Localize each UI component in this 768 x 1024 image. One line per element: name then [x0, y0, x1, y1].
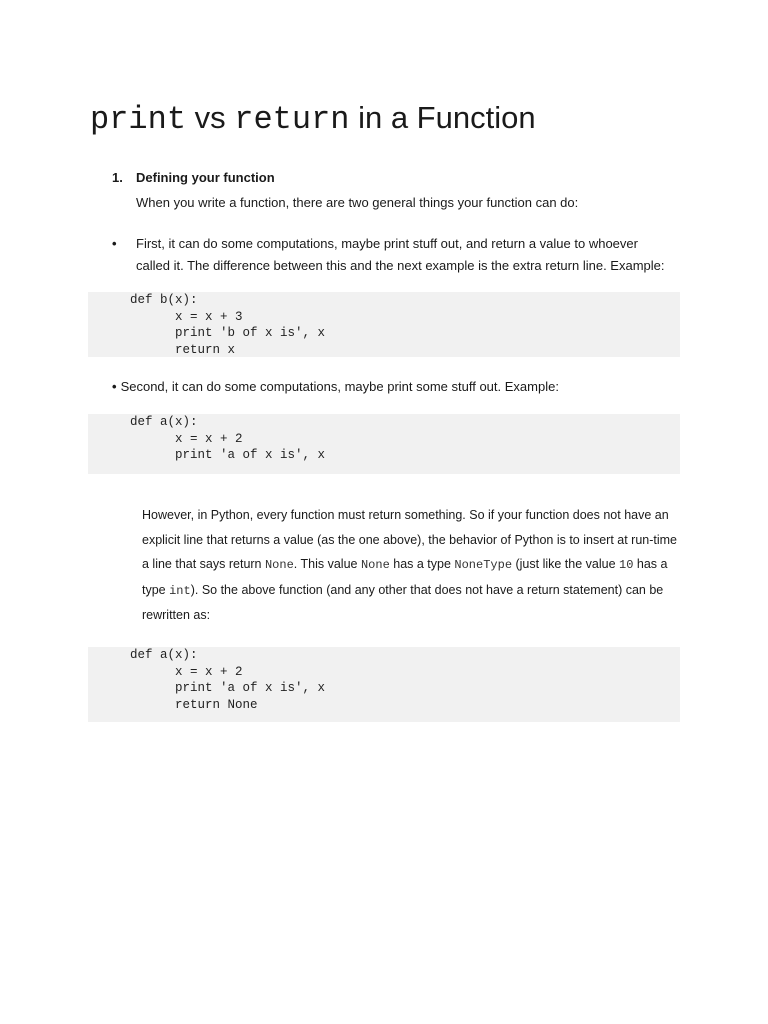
para-text: . This value: [293, 557, 361, 572]
para-text: has a type: [389, 557, 455, 572]
bullet-text-first: First, it can do some computations, maybe print stuff out, and return a value to whoever called it. The difference between this and the next example is the extra return line. Example:: [136, 236, 665, 273]
bullet-text-second: Second, it can do some computations, maybe print some stuff out. Example:: [120, 379, 559, 394]
section-heading: [112, 168, 275, 188]
title-print-code: print: [90, 101, 187, 138]
code-block-a: [88, 414, 680, 474]
code-block-b: [88, 292, 680, 357]
code-line: x = x + 3: [130, 309, 243, 324]
code-line: def a(x):: [130, 415, 198, 429]
code-block-a-return-none: [88, 647, 680, 722]
title-vs-text: vs: [186, 100, 235, 135]
section-heading-text: Defining your function: [136, 170, 275, 185]
inline-code-nonetype: NoneType: [454, 558, 513, 573]
inline-code-int: int: [169, 583, 191, 598]
explanation-paragraph: [142, 503, 682, 628]
section-intro: When you write a function, there are two general things your function can do:: [136, 195, 579, 210]
section-number: 1.: [112, 170, 123, 185]
code-line: x = x + 2: [130, 431, 243, 446]
para-text: (just like the value: [512, 557, 620, 572]
code-line: x = x + 2: [130, 664, 243, 679]
code-line: return x: [130, 342, 236, 357]
bullet-marker: •: [112, 379, 117, 394]
inline-code-none: None: [360, 558, 390, 573]
code-line: print 'a of x is', x: [130, 448, 326, 462]
inline-code-none: None: [264, 558, 294, 573]
page-title: [90, 96, 536, 142]
bullet-marker: •: [112, 236, 117, 251]
code-line: def b(x):: [130, 293, 198, 307]
inline-code-ten: 10: [619, 558, 634, 573]
title-rest-text: in a Function: [349, 100, 536, 135]
bullet-item-second: [112, 377, 692, 397]
bullet-item-first: [112, 233, 672, 277]
code-line: return None: [130, 697, 258, 712]
para-text: has a type: [142, 557, 668, 597]
code-line: print 'a of x is', x: [130, 681, 326, 695]
para-text: However, in Python, every function must return something. So if your function does not have an explicit line that returns a value (as the one above), the behavior of Python is to insert at run-time a line that says return: [142, 508, 678, 572]
code-line: def a(x):: [130, 648, 198, 662]
para-text: ). So the above function (and any other that does not have a return statement) can be rewritten as:: [142, 582, 664, 623]
title-return-code: return: [234, 101, 350, 138]
code-line: print 'b of x is', x: [130, 326, 326, 340]
